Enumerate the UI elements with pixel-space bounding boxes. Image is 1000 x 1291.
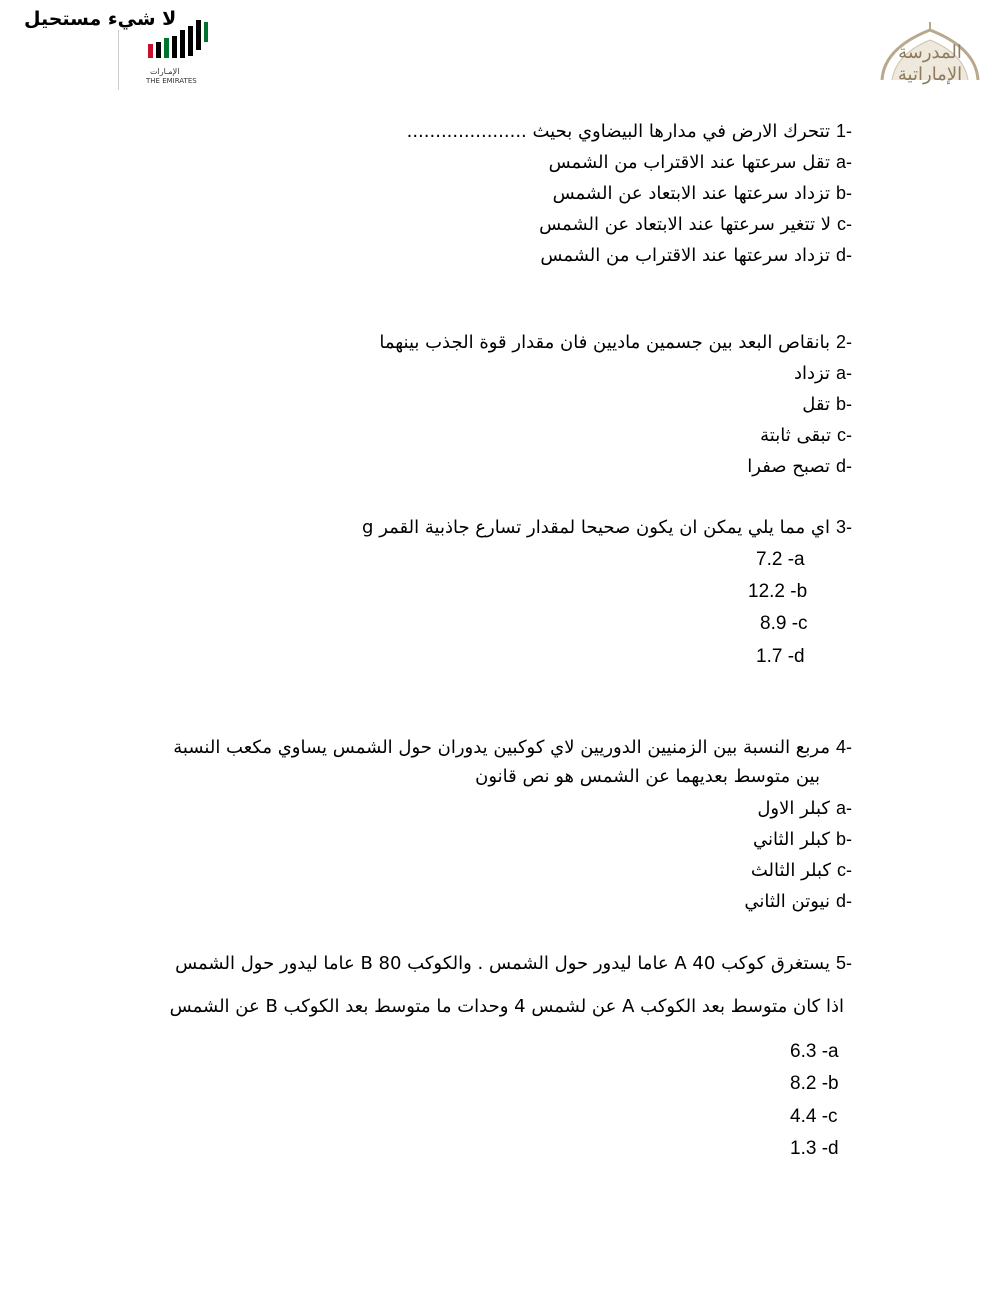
question-4-option-a: -aكبلر الاول	[757, 798, 852, 819]
question-5-line1: -5يستغرق كوكب A 40 عاما ليدور حول الشمس . والكوكب B 80 عاما ليدور حول الشمس	[175, 953, 852, 974]
question-5-option-c: 4.4 -c	[790, 1106, 838, 1127]
question-1: -1تتحرك الارض في مدارها البيضاوي بحيث .....................	[406, 121, 852, 142]
question-1-option-d: -dتزداد سرعتها عند الاقتراب من الشمس	[540, 245, 852, 266]
emirates-bars-icon	[142, 18, 212, 66]
question-3-option-c: 8.9 -c	[760, 613, 808, 634]
question-1-option-b: -bتزداد سرعتها عند الابتعاد عن الشمس	[552, 183, 852, 204]
question-4-option-c: -cكبلر الثالث	[750, 860, 852, 881]
question-1-option-c: -cلا تتغير سرعتها عند الابتعاد عن الشمس	[539, 214, 852, 235]
school-logo	[874, 18, 986, 98]
question-2-option-d: -dتصبح صفرا	[747, 456, 852, 477]
question-4-option-b: -bكبلر الثاني	[752, 829, 852, 850]
question-3-option-a: 7.2 -a	[756, 549, 805, 570]
emirates-logo-english: THE EMIRATES	[146, 77, 197, 85]
emirates-logo	[142, 18, 212, 88]
school-name-line1: المدرسة	[898, 42, 962, 63]
question-5-option-b: 8.2 -b	[790, 1073, 839, 1094]
question-2-option-a: -aتزداد	[794, 363, 852, 384]
question-4-option-d: -dنيوتن الثاني	[744, 891, 852, 912]
question-2-option-b: -bتقل	[802, 394, 852, 415]
question-4-line1: -4مربع النسبة بين الزمنيين الدوريين لاي كوكبين يدوران حول الشمس يساوي مكعب النسبة	[173, 737, 852, 758]
divider	[118, 30, 119, 90]
question-5-line2: اذا كان متوسط بعد الكوكب A عن لشمس 4 وحدات ما متوسط بعد الكوكب B عن الشمس	[169, 996, 844, 1017]
slogan: لا شيء مستحيل	[24, 8, 177, 30]
question-2: -2بانقاص البعد بين جسمين ماديين فان مقدار قوة الجذب بينهما	[379, 332, 852, 353]
question-5-option-a: 6.3 -a	[790, 1041, 839, 1062]
question-3: -3اي مما يلي يمكن ان يكون صحيحا لمقدار تسارع جاذبية القمر g	[362, 517, 852, 538]
question-2-option-c: -cتبقى ثابتة	[760, 425, 852, 446]
school-name-line2: الإماراتية	[897, 64, 963, 85]
question-4-line2: بين متوسط بعديهما عن الشمس هو نص قانون	[475, 766, 820, 787]
question-5-option-d: 1.3 -d	[790, 1138, 839, 1159]
emirates-logo-arabic: الإمـارات	[150, 67, 180, 76]
question-1-option-a: -aتقل سرعتها عند الاقتراب من الشمس	[548, 152, 852, 173]
question-3-option-b: 12.2 -b	[748, 581, 808, 602]
question-3-option-d: 1.7 -d	[756, 646, 805, 667]
